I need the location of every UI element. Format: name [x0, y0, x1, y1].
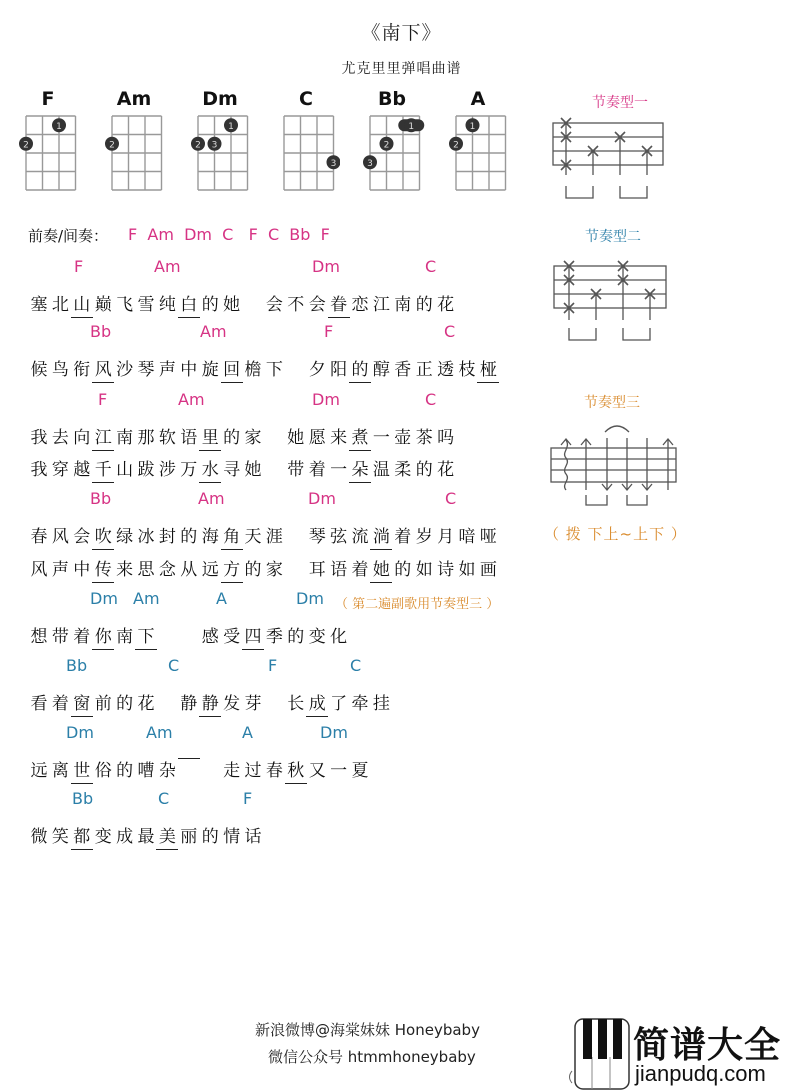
lyric-char-accent: 成 — [306, 689, 328, 717]
lyric-char: 天 — [244, 527, 262, 547]
lyric-char: 山 — [116, 460, 134, 480]
lyric-char: 透 — [437, 360, 455, 380]
lyric-char: 俗 — [94, 761, 112, 781]
lyric-char: 受 — [223, 627, 241, 647]
logo-text: 简谱大全 — [633, 1025, 782, 1066]
lyric-char: 正 — [415, 360, 433, 380]
chord-label: Am — [146, 723, 173, 742]
chord-label: Am — [178, 390, 205, 409]
svg-text:2: 2 — [109, 140, 115, 151]
lyric-char: 家 — [244, 428, 262, 448]
lyric-char: 万 — [180, 460, 198, 480]
lyric-char: 一 — [372, 428, 390, 448]
lyric-char: 封 — [158, 527, 176, 547]
svg-text:1: 1 — [56, 121, 62, 132]
chord-label: C — [350, 656, 362, 675]
lyric-char: 诗 — [437, 560, 455, 580]
lyric-char: 嘈 — [137, 761, 155, 781]
lyric-char: 带 — [287, 460, 305, 480]
lyric-char: 恋 — [351, 295, 369, 315]
rhythm-1-diagram — [545, 110, 675, 205]
lyric-char-accent: 秋 — [285, 756, 307, 784]
lyric-char: 香 — [394, 360, 412, 380]
lyric-char: 来 — [330, 428, 348, 448]
lyric-char: 远 — [201, 560, 219, 580]
lyric-char: 走 — [223, 761, 241, 781]
chord-label: Bb — [90, 489, 112, 508]
rhythm-3-diagram — [545, 418, 680, 518]
intro-label: 前奏/间奏： — [28, 227, 109, 245]
lyric-char: 茶 — [415, 428, 433, 448]
chord-name: Dm — [202, 88, 238, 110]
lyric-char: 如 — [415, 560, 433, 580]
lyric-char: 花 — [437, 295, 455, 315]
chord-label: Dm — [90, 589, 118, 608]
lyric-char: 花 — [137, 694, 155, 714]
lyric-char: 下 — [265, 360, 283, 380]
lyric-char: 琴 — [308, 527, 326, 547]
lyric-char: 变 — [308, 627, 326, 647]
chord-label: C — [158, 789, 170, 808]
lyric-char: 江 — [372, 295, 390, 315]
song-subtitle: 尤克里里弹唱曲谱 — [341, 61, 462, 77]
site-logo — [565, 1017, 793, 1091]
lyric-char: 飞 — [116, 295, 134, 315]
chord-label: Am — [154, 257, 181, 276]
lyric-char-accent: 白 — [178, 290, 200, 318]
logo-url: jianpudq.com — [635, 1061, 766, 1086]
chord-diagram-a — [448, 88, 508, 198]
chord-diagram-c — [276, 88, 336, 198]
svg-text:1: 1 — [408, 121, 415, 132]
lyric-char-accent: 美 — [156, 822, 178, 850]
lyric-char: 化 — [330, 627, 348, 647]
lyric-char: 了 — [330, 694, 348, 714]
rhythm-2-diagram — [545, 255, 675, 350]
lyric-char: 感 — [201, 627, 219, 647]
lyric-char: 远 — [30, 761, 48, 781]
lyric-char: 长 — [287, 694, 305, 714]
chord-name: A — [470, 88, 486, 110]
lyric-char: 最 — [137, 827, 155, 847]
svg-text:1: 1 — [469, 121, 476, 132]
chord-label: C — [444, 322, 456, 341]
lyric-char: 牵 — [351, 694, 369, 714]
lyric-char: 向 — [73, 428, 91, 448]
lyric-char-accent: 眷 — [328, 290, 350, 318]
lyric-char: 思 — [137, 560, 155, 580]
lyric-char-accent: 千 — [92, 455, 114, 483]
lyric-char: 着 — [51, 694, 69, 714]
second-chorus-note: （ 第二遍副歌用节奏型三 ） — [335, 597, 500, 612]
fretboard-grid — [102, 114, 168, 196]
lyric-char: 中 — [180, 360, 198, 380]
lyric-char: 哑 — [479, 527, 497, 547]
lyric-char: 去 — [51, 428, 69, 448]
lyric-char: 丽 — [180, 827, 198, 847]
lyric-char: 季 — [265, 627, 283, 647]
chord-label: Dm — [66, 723, 94, 742]
lyric-char: 沙 — [116, 360, 134, 380]
lyric-char-accent: 风 — [92, 355, 114, 383]
chord-label: F — [74, 257, 84, 276]
lyric-char: 愿 — [308, 428, 326, 448]
lyric-char: 声 — [51, 560, 69, 580]
lyric-char-accent: 窗 — [71, 689, 93, 717]
lyric-char: 涉 — [158, 460, 176, 480]
chord-name: Bb — [377, 88, 407, 110]
lyric-char: 静 — [180, 694, 198, 714]
lyric-char: 旋 — [201, 360, 219, 380]
lyric-char: 会 — [308, 295, 326, 315]
lyric-char: 风 — [30, 560, 48, 580]
chord-label: F — [243, 789, 253, 808]
lyric-char: 春 — [30, 527, 48, 547]
lyric-char: 我 — [30, 460, 48, 480]
lyric-char-accent: 朵 — [349, 455, 371, 483]
lyric-char: 寻 — [223, 460, 241, 480]
lyric-char: 喑 — [458, 527, 476, 547]
lyric-char: 塞 — [30, 295, 48, 315]
svg-text:2: 2 — [383, 140, 390, 151]
lyric-char: 我 — [30, 428, 48, 448]
lyric-char: 离 — [51, 761, 69, 781]
chord-name: F — [41, 88, 55, 110]
lyric-char-accent: 水 — [199, 455, 221, 483]
lyric-char: 的 — [116, 761, 134, 781]
lyric-char-accent: 下 — [135, 622, 157, 650]
lyric-char: 着 — [394, 527, 412, 547]
lyric-char: 中 — [73, 560, 91, 580]
lyric-char-accent: 四 — [242, 622, 264, 650]
chord-label: Bb — [72, 789, 94, 808]
svg-text:2: 2 — [23, 140, 29, 151]
lyric-char-accent: 都 — [71, 822, 93, 850]
chord-label: A — [242, 723, 253, 742]
svg-text:3: 3 — [367, 158, 373, 169]
lyric-char: 风 — [51, 527, 69, 547]
lyric-char: 衔 — [73, 360, 91, 380]
lyric-char: 绿 — [116, 527, 134, 547]
lyric-char: 语 — [330, 560, 348, 580]
lyric-char: 雪 — [137, 295, 155, 315]
lyric-char: 的 — [394, 560, 412, 580]
lyric-char: 芽 — [244, 694, 262, 714]
lyric-char: 南 — [394, 295, 412, 315]
lyric-char: 着 — [308, 460, 326, 480]
lyric-char: 春 — [265, 761, 283, 781]
lyric-char: 巅 — [94, 295, 112, 315]
lyric-char: 纯 — [158, 295, 176, 315]
song-title: 《南下》 — [361, 22, 442, 44]
lyric-char: 杂 — [158, 761, 176, 781]
lyric-char: 北 — [51, 295, 69, 315]
lyric-char: 壶 — [394, 428, 412, 448]
lyric-char: 她 — [223, 295, 241, 315]
lyric-char: 笑 — [51, 827, 69, 847]
lyric-char: 岁 — [415, 527, 433, 547]
lyric-char: 弦 — [330, 527, 348, 547]
chord-label: Dm — [320, 723, 348, 742]
lyric-char: 南 — [116, 627, 134, 647]
lyric-char: 吗 — [437, 428, 455, 448]
lyric-char: 夏 — [351, 761, 369, 781]
lyric-char: 又 — [308, 761, 326, 781]
lyric-char: 南 — [116, 428, 134, 448]
fretboard-grid — [446, 114, 512, 196]
chord-label: C — [425, 390, 437, 409]
chord-label: Am — [198, 489, 225, 508]
lyric-char-accent: 的 — [349, 355, 371, 383]
lyric-char-accent: 你 — [92, 622, 114, 650]
chord-label: Dm — [312, 390, 340, 409]
rhythm-1-title: 节奏型一 — [592, 95, 648, 111]
lyric-char: 的 — [116, 694, 134, 714]
lyric-char: 温 — [372, 460, 390, 480]
lyric-char: 那 — [137, 428, 155, 448]
lyric-char: 话 — [244, 827, 262, 847]
piano-icon — [565, 1017, 633, 1091]
lyric-char: 檐 — [244, 360, 262, 380]
lyric-char: 的 — [244, 560, 262, 580]
chord-label: C — [445, 489, 457, 508]
lyric-char: 醇 — [372, 360, 390, 380]
lyric-char: 琴 — [137, 360, 155, 380]
lyric-char: 会 — [265, 295, 283, 315]
lyric-char-accent: 角 — [221, 522, 243, 550]
lyric-char: 阳 — [330, 360, 348, 380]
lyric-char: 来 — [116, 560, 134, 580]
lyric-char: 候 — [30, 360, 48, 380]
fretboard-grid — [360, 114, 426, 196]
lyric-char-accent: 她 — [370, 555, 392, 583]
chord-label: Dm — [312, 257, 340, 276]
lyric-char-accent: 煮 — [349, 423, 371, 451]
lyric-char: 从 — [180, 560, 198, 580]
lyric-char: 如 — [458, 560, 476, 580]
lyric-char: 流 — [351, 527, 369, 547]
lyric-char-accent: 山 — [71, 290, 93, 318]
lyric-char-accent: 里 — [199, 423, 221, 451]
lyric-char: 成 — [116, 827, 134, 847]
lyric-char: 变 — [94, 827, 112, 847]
lyric-char: 会 — [73, 527, 91, 547]
lyric-char: 念 — [158, 560, 176, 580]
lyric-char-accent — [178, 756, 200, 759]
lyric-char: 她 — [244, 460, 262, 480]
lyric-char-accent: 江 — [92, 423, 114, 451]
lyric-char-accent: 世 — [71, 756, 93, 784]
lyric-char: 越 — [73, 460, 91, 480]
lyric-char: 带 — [51, 627, 69, 647]
lyric-char: 的 — [223, 428, 241, 448]
chord-label: Am — [133, 589, 160, 608]
chord-label: Bb — [66, 656, 88, 675]
chord-label: F — [268, 656, 278, 675]
fretboard-grid — [16, 114, 82, 196]
lyric-char: 柔 — [394, 460, 412, 480]
footer-weibo: 新浪微博@海棠妹妹 Honeybaby — [255, 1021, 480, 1039]
lyric-char: 月 — [437, 527, 455, 547]
lyric-char: 家 — [265, 560, 283, 580]
lyric-char: 着 — [351, 560, 369, 580]
lyric-char: 鸟 — [51, 360, 69, 380]
fretboard-grid — [188, 114, 254, 196]
lyric-char: 的 — [415, 460, 433, 480]
lyric-char: 发 — [223, 694, 241, 714]
lyric-char: 情 — [223, 827, 241, 847]
rhythm-3-note: （ 拨 下上~上下 ） — [544, 525, 687, 543]
lyric-char: 耳 — [308, 560, 326, 580]
lyric-char: 她 — [287, 428, 305, 448]
chord-label: C — [168, 656, 180, 675]
lyric-char: 语 — [180, 428, 198, 448]
svg-text:3: 3 — [211, 140, 218, 151]
lyric-char: 看 — [30, 694, 48, 714]
lyric-char: 挂 — [372, 694, 390, 714]
chord-label: Bb — [90, 322, 112, 341]
svg-text:1: 1 — [228, 121, 234, 132]
lyric-char: 一 — [330, 460, 348, 480]
lyric-char-accent: 回 — [221, 355, 243, 383]
fretboard-grid — [274, 114, 340, 196]
chord-label: Dm — [296, 589, 324, 608]
lyric-char: 过 — [244, 761, 262, 781]
lyric-char: 画 — [479, 560, 497, 580]
intro-chords: F Am Dm C F C Bb F — [128, 225, 330, 244]
chord-diagram-am — [104, 88, 164, 198]
lyric-char: 冰 — [137, 527, 155, 547]
chord-diagram-bb — [362, 88, 422, 198]
chord-label: A — [216, 589, 227, 608]
lyric-char: 一 — [330, 761, 348, 781]
footer-wechat: 微信公众号 htmmhoneybaby — [268, 1048, 476, 1066]
chord-label: F — [324, 322, 334, 341]
rhythm-3-title: 节奏型三 — [584, 395, 640, 411]
lyric-char: 枝 — [458, 360, 476, 380]
lyric-char: 的 — [415, 295, 433, 315]
chord-label: F — [98, 390, 108, 409]
lyric-char-accent: 吹 — [92, 522, 114, 550]
svg-text:2: 2 — [195, 140, 201, 151]
lyric-char: 不 — [287, 295, 305, 315]
lyric-char: 涯 — [265, 527, 283, 547]
rhythm-2-title: 节奏型二 — [585, 229, 641, 245]
chord-name: C — [299, 88, 313, 110]
svg-text:3: 3 — [330, 158, 337, 169]
lyric-char: 前 — [94, 694, 112, 714]
chord-name: Am — [116, 88, 152, 110]
lyric-char: 的 — [180, 527, 198, 547]
lyric-char: 声 — [158, 360, 176, 380]
chord-diagram-f — [18, 88, 78, 198]
lyric-char-accent: 淌 — [370, 522, 392, 550]
lyric-char: 夕 — [308, 360, 326, 380]
chord-label: Am — [200, 322, 227, 341]
lyric-char: 海 — [201, 527, 219, 547]
svg-text:2: 2 — [453, 140, 459, 151]
chord-diagram-dm — [190, 88, 250, 198]
lyric-char-accent: 传 — [92, 555, 114, 583]
lyric-char-accent: 静 — [199, 689, 221, 717]
lyric-char: 软 — [158, 428, 176, 448]
lyric-char: 的 — [201, 827, 219, 847]
lyric-char-accent: 桠 — [477, 355, 499, 383]
lyric-char: 的 — [287, 627, 305, 647]
lyric-char: 跋 — [137, 460, 155, 480]
lyric-char: 想 — [30, 627, 48, 647]
lyric-char: 微 — [30, 827, 48, 847]
chord-label: Dm — [308, 489, 336, 508]
lyric-char-accent: 方 — [221, 555, 243, 583]
lyric-char: 穿 — [51, 460, 69, 480]
lyric-char: 着 — [73, 627, 91, 647]
chord-label: C — [425, 257, 437, 276]
lyric-char: 花 — [437, 460, 455, 480]
lyric-char: 的 — [201, 295, 219, 315]
